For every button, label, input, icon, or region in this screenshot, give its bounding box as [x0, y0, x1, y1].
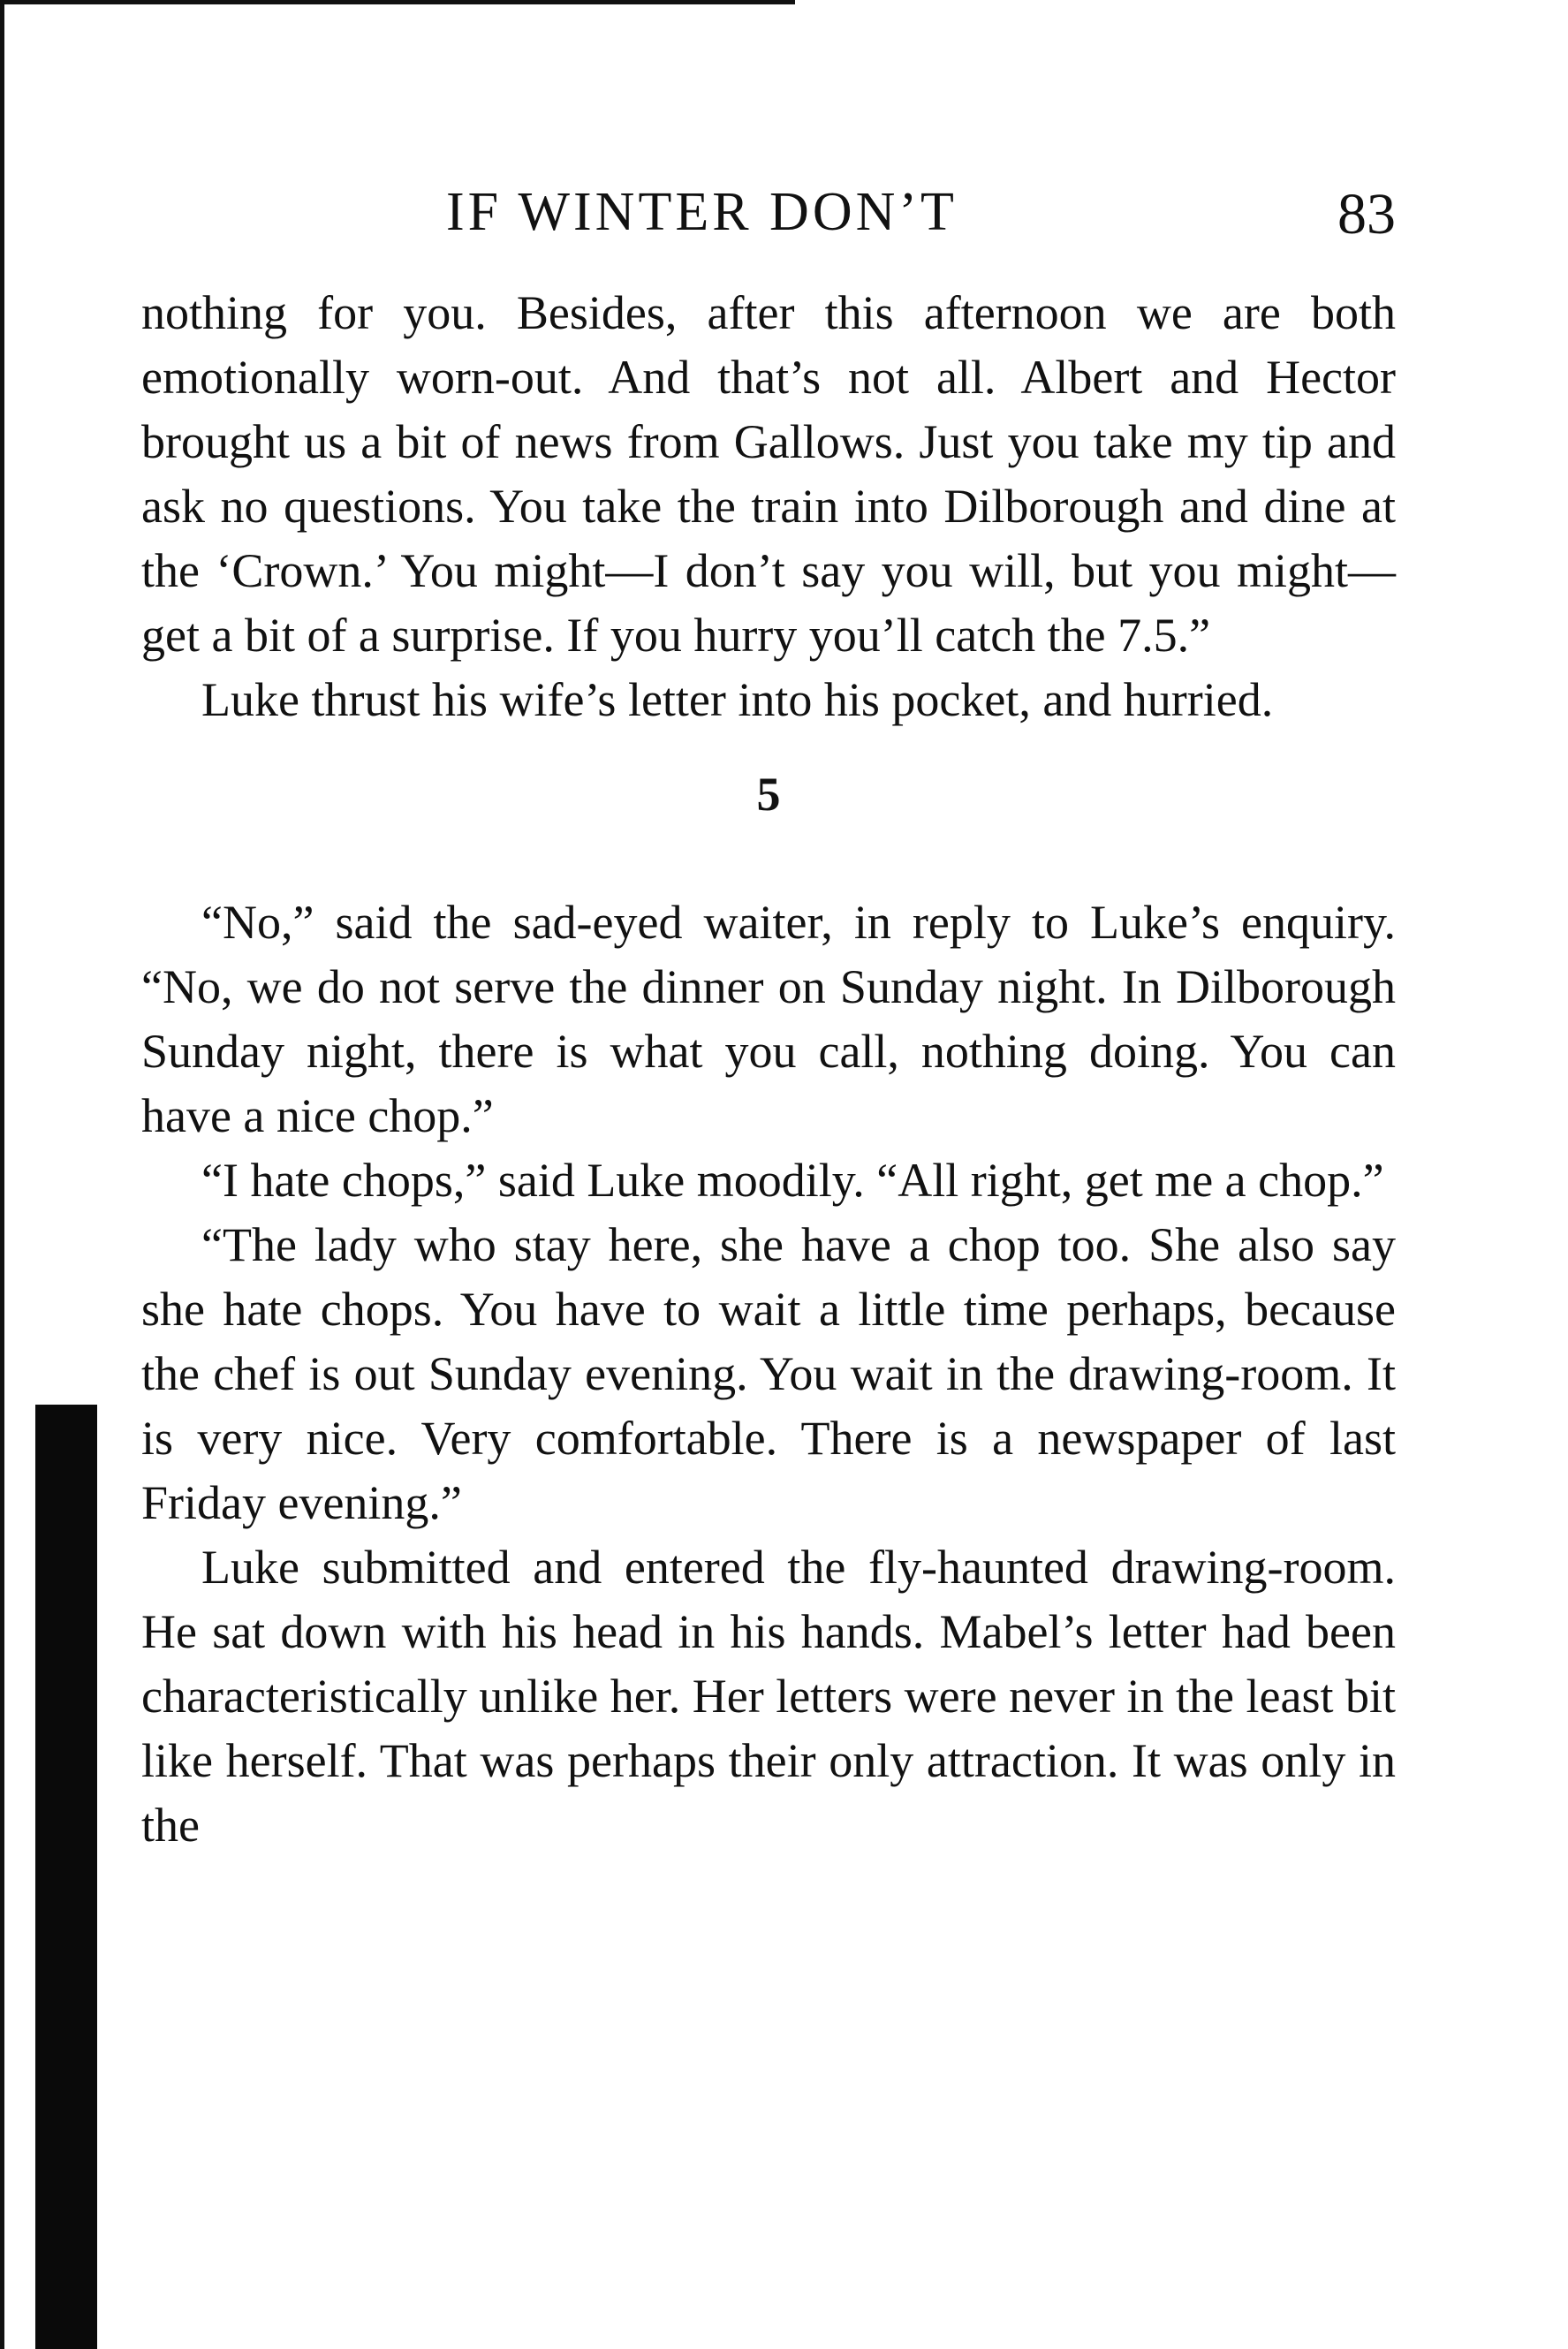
- running-head: [141, 181, 1396, 261]
- section-number: 5: [756, 768, 781, 821]
- paragraph: “No,” said the sad-eyed waiter, in reply to Luke’s enquiry. “No, we do not serve the dinner on Sunday night. In Dilborough Sunday night, there is what you call, nothing doing. You can have a nice chop.”: [141, 896, 1396, 1142]
- paragraph-continuation: nothing for you. Besides, after this afternoon we are both emotionally worn-out. And that’s not all. Albert and Hector brought us a bit of news from Gallows. Just you take my tip and ask no questions. You take the train into Dilborough and dine at the ‘Crown.’ You might—I don’t say you will, but you might—get a bit of a surprise. If you hurry you’ll catch the 7.5.”: [141, 286, 1396, 662]
- running-title: IF WINTER DON’T: [446, 182, 958, 242]
- paragraph: “I hate chops,” said Luke moodily. “All right, get me a chop.”: [201, 1154, 1384, 1207]
- paragraph: “The lady who stay here, she have a chop too. She also say she hate chops. You have to wait a little time perhaps, because the chef is out Sunday evening. You wait in the drawing-room. It is very nice. Very comfortable. There is a newspaper of last Friday evening.”: [141, 1218, 1396, 1529]
- body-text: [141, 281, 1396, 1858]
- page-number: 83: [1337, 182, 1396, 246]
- page-left-edge: [0, 0, 4, 2349]
- paragraph: Luke thrust his wife’s letter into his pocket, and hurried.: [201, 673, 1274, 726]
- spine-shadow: [35, 1405, 97, 2349]
- paragraph: Luke submitted and entered the fly-haunted drawing-room. He sat down with his head in his hands. Mabel’s letter had been characteristically unlike her. Her letters were never in the least bit like herself. That was perhaps their only attraction. It was only in the: [141, 1541, 1396, 1852]
- page-top-rule: [0, 0, 795, 4]
